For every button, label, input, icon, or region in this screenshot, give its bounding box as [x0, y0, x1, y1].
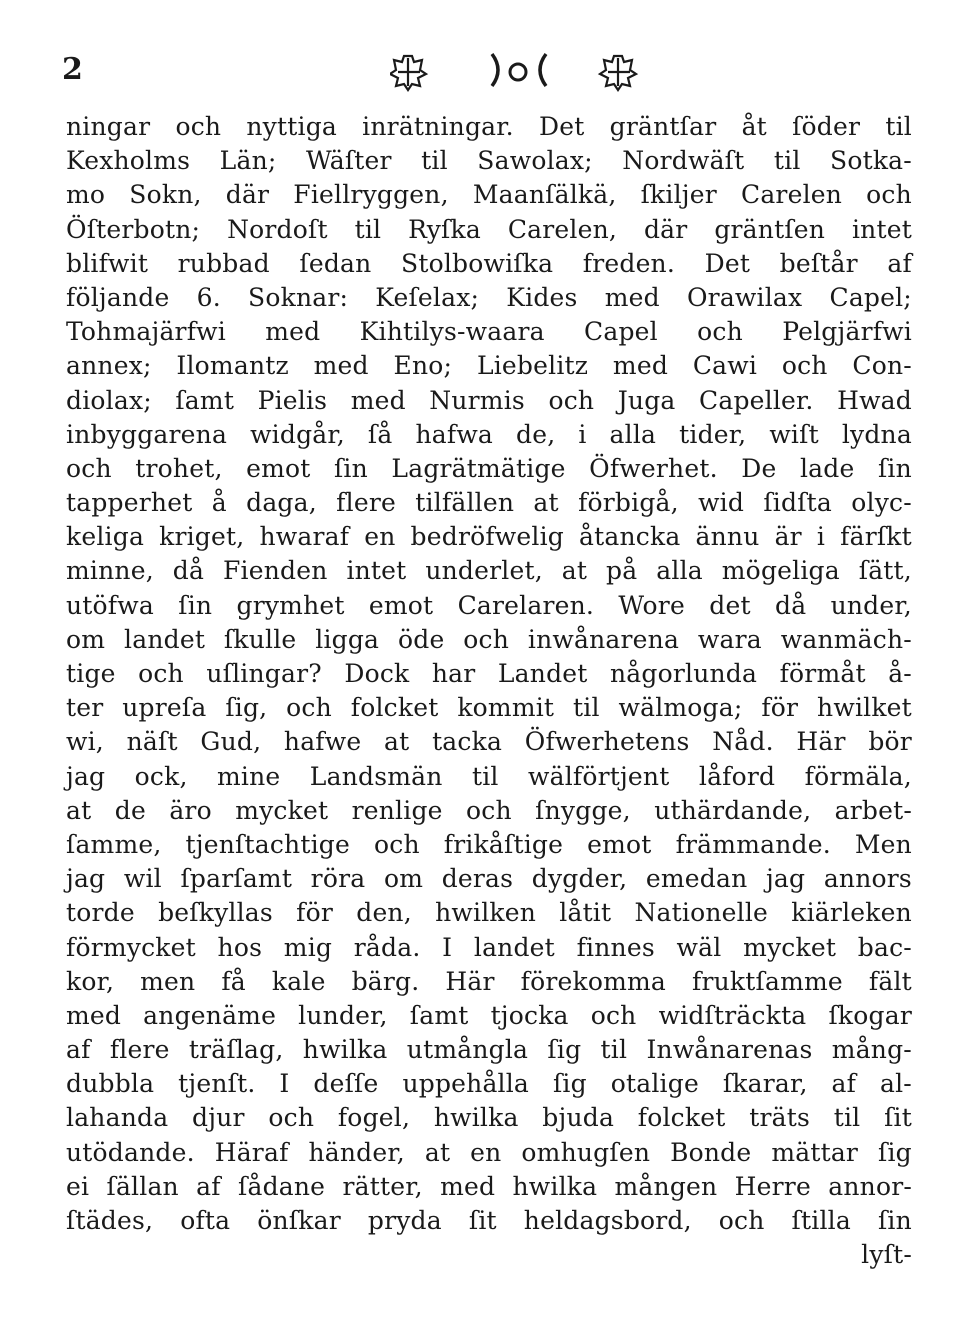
text-line: tige och uſlingar? Dock har Landet någorlunda förmåt å- — [66, 659, 912, 688]
text-line: tapperhet å daga, flere tilfällen at förbigå, wid ſidſta olyc- — [66, 488, 912, 518]
text-line: torde beſkyllas för den, hwilken låtit Nationelle kiärleken — [66, 898, 912, 928]
page-number: 2 — [62, 52, 83, 87]
text-line: ter upreſa ſig, och folcket kommit til wälmoga; för hwilket — [66, 693, 912, 723]
text-line: jag ock, mine Landsmän til wälförtjent låford förmäla, — [66, 761, 912, 791]
text-line: annex; Ilomantz med Eno; Liebelitz med Cawi och Con- — [66, 351, 912, 381]
text-line: Öſterbotn; Nordoſt til Ryſka Carelen, där gräntſen intet — [66, 214, 912, 244]
text-line: utöfwa ſin grymhet emot Carelaren. Wore det då under, — [66, 590, 912, 620]
decorative-ornament — [390, 48, 650, 92]
text-line: ei ſällan af ſådane rätter, med hwilka mången Herre annor- — [66, 1171, 912, 1201]
page-header — [62, 48, 912, 98]
text-line: med angenäme lunder, ſamt tjocka och widſträckta ſkogar — [66, 1000, 912, 1030]
text-line: Tohmajärfwi med Kihtilys-waara Capel och Pelgjärfwi — [66, 317, 912, 347]
catchword: lyſt- — [861, 1240, 912, 1270]
text-line: förmycket hos mig råda. I landet finnes wäl mycket bac- — [66, 932, 912, 962]
text-line: om landet ſkulle ligga öde och inwånarena wara wanmäch- — [66, 624, 912, 654]
text-line: kor, men få kale bärg. Här förekomma fruktſamme fält — [66, 966, 912, 996]
text-line: ningar och nyttiga inrätningar. Det gräntſar åt ſöder til — [66, 112, 912, 141]
text-line: utödande. Häraf händer, at en omhugſen Bonde mättar ſig — [66, 1137, 912, 1167]
text-line: af flere träſlag, hwilka utmångla ſig til Inwånarenas mång- — [66, 1035, 912, 1065]
text-line: ſtädes, ofta önſkar pryda ſit heldagsbord, och ſtilla ſin — [66, 1206, 912, 1235]
text-line: ſamme, tjenſtachtige och frikåſtige emot främmande. Men — [66, 829, 912, 859]
text-line: wi, näſt Gud, hafwe at tacka Öfwerhetens Nåd. Här bör — [66, 727, 912, 757]
text-line: och trohet, emot ſin Lagrätmätige Öfwerhet. De lade ſin — [66, 453, 912, 483]
text-line: at de äro mycket renlige och ſnygge, uthärdande, arbet- — [66, 795, 912, 825]
text-line: blifwit rubbad ſedan Stolbowiſka freden. Det beſtår af — [66, 248, 912, 278]
body-text — [66, 110, 912, 1272]
text-line: inbyggarena widgår, ſå hafwa de, i alla tider, wiſt lydna — [66, 419, 912, 449]
text-line: keliga kriget, hwaraf en bedröfwelig åtancka ännu är i färſkt — [66, 522, 912, 552]
text-line: Kexholms Län; Wäſter til Sawolax; Nordwäſt til Sotka- — [66, 146, 912, 176]
text-line: minne, då Fienden intet underlet, at på alla mögeliga ſätt, — [66, 556, 912, 586]
text-line: dubbla tjenſt. I deſſe uppehålla ſig otalige ſkarar, af al- — [66, 1069, 912, 1099]
text-line: mo Sokn, där Fiellryggen, Maanſälkä, ſkiljer Carelen och — [66, 180, 912, 210]
text-line: följande 6. Soknar: Keſelax; Kides med Orawilax Capel; — [66, 282, 912, 312]
text-line: diolax; ſamt Pielis med Nurmis och Juga Capeller. Hwad — [66, 385, 912, 415]
text-line: jag wil ſparſamt röra om deras dygder, emedan jag annors — [66, 864, 912, 894]
text-line: lahanda djur och fogel, hwilka bjuda folcket träts til ſit — [66, 1103, 912, 1133]
